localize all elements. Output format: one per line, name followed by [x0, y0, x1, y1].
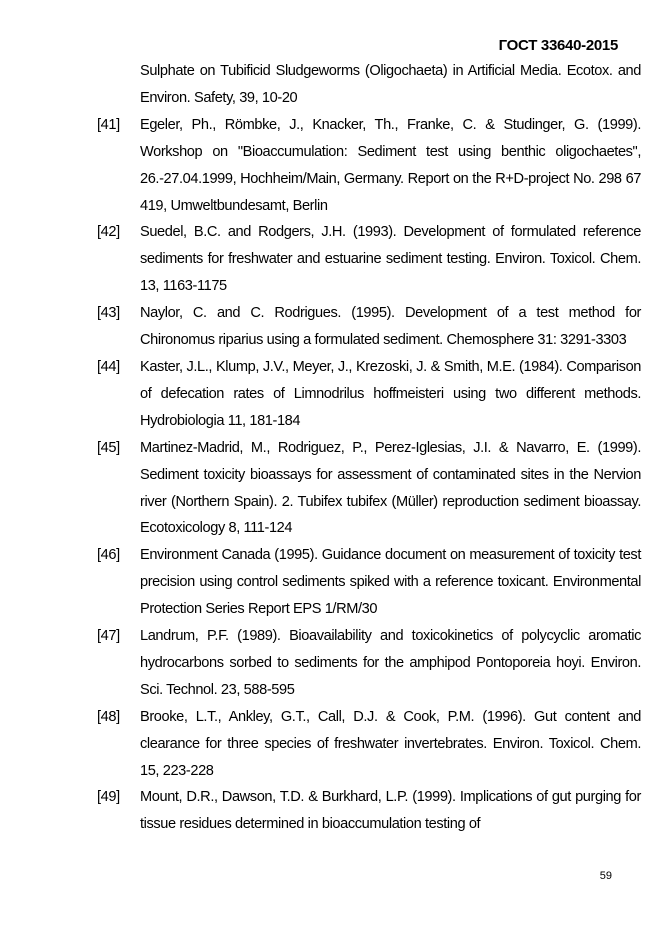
- reference-number: [41]: [97, 116, 120, 133]
- reference-text: Naylor, C. and C. Rodrigues. (1995). Development of a test method for Chironomus riparius using a formulated sediment. Chemosphere 31: 3291-3303: [140, 305, 641, 349]
- reference-number: [49]: [97, 789, 120, 806]
- reference-text: Landrum, P.F. (1989). Bioavailability and toxicokinetics of polycyclic aromatic hydrocarbons sorbed to sediments for the amphipod Pontoporeia hoyi. Environ. Sci. Technol. 23, 588-595: [140, 628, 641, 698]
- reference-number: [47]: [97, 628, 120, 645]
- reference-item: [97, 300, 641, 354]
- reference-item: [97, 542, 641, 623]
- reference-text: Kaster, J.L., Klump, J.V., Meyer, J., Krezoski, J. & Smith, M.E. (1984). Comparison of defecation rates of Limnodrilus hoffmeisteri using two different methods. Hydrobiologia 11, 181-184: [140, 358, 641, 429]
- reference-list: [97, 58, 641, 838]
- reference-item: [97, 112, 641, 220]
- reference-item: [97, 435, 641, 543]
- document-code-header: ГОСТ 33640-2015: [498, 37, 618, 54]
- reference-number: [48]: [97, 708, 120, 725]
- reference-item: [97, 704, 641, 785]
- reference-item: [97, 219, 641, 300]
- reference-number: [46]: [97, 547, 120, 564]
- reference-item: [97, 623, 641, 704]
- page-number: 59: [599, 870, 612, 882]
- reference-number: [44]: [97, 358, 120, 375]
- reference-item: [97, 354, 641, 435]
- reference-text: Suedel, B.C. and Rodgers, J.H. (1993). Development of formulated reference sediments for freshwater and estuarine sediment testing. Environ. Toxicol. Chem. 13, 1163-1175: [140, 224, 641, 295]
- reference-continuation: Sulphate on Tubificid Sludgeworms (Oligochaeta) in Artificial Media. Ecotox. and Environ. Safety, 39, 10-20: [140, 63, 641, 106]
- reference-text: Brooke, L.T., Ankley, G.T., Call, D.J. & Cook, P.M. (1996). Gut content and clearance for three species of freshwater invertebrates. Environ. Toxicol. Chem. 15, 223-228: [140, 708, 641, 779]
- reference-text: Martinez-Madrid, M., Rodriguez, P., Perez-Iglesias, J.I. & Navarro, E. (1999). Sediment toxicity bioassays for assessment of contaminated sites in the Nervion river (Northern Spain). 2. Tubifex tubifex (Müller) reproduction sediment bioassay. Ecotoxicology 8, 111-124: [140, 439, 641, 537]
- reference-text: Environment Canada (1995). Guidance document on measurement of toxicity test precision using control sediments spiked with a reference toxicant. Environmental Protection Series Report EPS 1/RM/30: [140, 547, 641, 618]
- reference-number: [43]: [97, 305, 120, 322]
- reference-item: [97, 784, 641, 838]
- reference-number: [42]: [97, 224, 120, 241]
- reference-number: [45]: [97, 439, 120, 456]
- reference-text: Mount, D.R., Dawson, T.D. & Burkhard, L.P. (1999). Implications of gut purging for tissue residues determined in bioaccumulation testing of: [140, 789, 641, 833]
- reference-text: Egeler, Ph., Römbke, J., Knacker, Th., Franke, C. & Studinger, G. (1999). Workshop on "Bioaccumulation: Sediment test using benthic oligochaetes", 26.-27.04.1999, Hochheim/Main, Germany. Report on the R+D-project No. 298 67 419, Umweltbundesamt, Berlin: [140, 116, 641, 214]
